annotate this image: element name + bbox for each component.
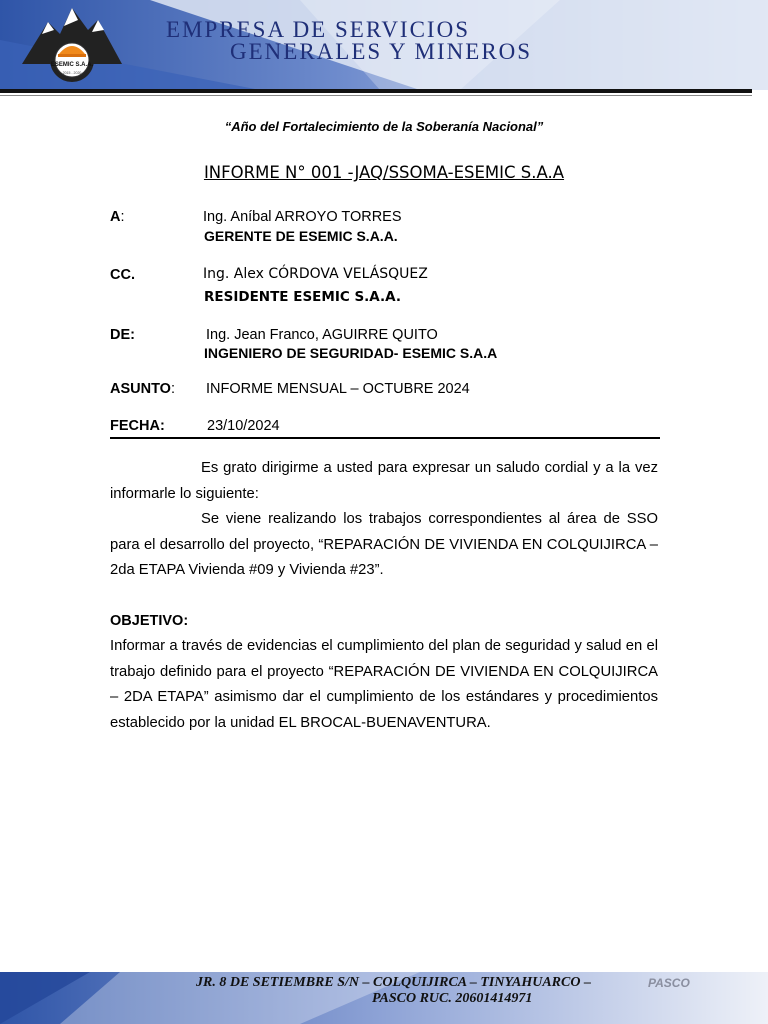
footer-ruc: PASCO RUC. 20601414971 (372, 991, 533, 1006)
from-label: DE: (110, 327, 135, 343)
objective-heading: OBJETIVO: (110, 613, 189, 629)
to-name: Ing. Aníbal ARROYO TORRES (203, 209, 402, 225)
objective-text: Informar a través de evidencias el cumplimiento del plan de seguridad y salud en el trabajo definido para el proyecto “REPARACIÓN DE VIVIENDA EN COLQUIJIRCA – 2DA ETAPA” asimismo dar el cumplimiento de los estándares y procedimientos establecido por la unidad EL BROCAL-BUENAVENTURA. (110, 638, 658, 731)
svg-text:ESEMIC S.A.A.: ESEMIC S.A.A. (50, 62, 94, 68)
company-logo (18, 4, 126, 88)
footer-address: JR. 8 DE SETIEMBRE S/N – COLQUIJIRCA – TINYAHUARCO – (196, 975, 591, 990)
company-name-line1: EMPRESA DE SERVICIOS (166, 17, 470, 42)
to-role: GERENTE DE ESEMIC S.A.A. (204, 228, 398, 244)
date-value: 23/10/2024 (207, 418, 280, 434)
svg-text:2015 - 2020: 2015 - 2020 (62, 71, 82, 75)
date-label: FECHA: (110, 418, 165, 434)
from-role: INGENIERO DE SEGURIDAD- ESEMIC S.A.A (204, 345, 498, 361)
company-name-line2: GENERALES Y MINEROS (230, 39, 533, 64)
subject-label: ASUNTO: (110, 381, 175, 397)
cc-name: Ing. Alex CÓRDOVA VELÁSQUEZ (203, 266, 428, 282)
header-divider (0, 89, 752, 93)
report-title: INFORME N° 001 -JAQ/SSOMA-ESEMIC S.A.A (203, 163, 565, 182)
header-divider-thin (0, 95, 752, 96)
cc-role: RESIDENTE ESEMIC S.A.A. (204, 289, 401, 305)
from-name: Ing. Jean Franco, AGUIRRE QUITO (206, 327, 438, 343)
year-motto: “Año del Fortalecimiento de la Soberanía Nacional” (224, 119, 544, 134)
letterhead-header (0, 0, 768, 100)
fields-divider (110, 437, 660, 439)
footer-address-faded: PASCO (648, 976, 690, 990)
subject-value: INFORME MENSUAL – OCTUBRE 2024 (206, 381, 470, 397)
to-label: A: (110, 209, 125, 225)
body-paragraph-greeting: Es grato dirigirme a usted para expresar un saludo cordial y a la vez informarle lo siguiente: (110, 460, 658, 502)
cc-label: CC. (110, 267, 135, 283)
body-paragraph-project: Se viene realizando los trabajos correspondientes al área de SSO para el desarrollo del proyecto, “REPARACIÓN DE VIVIENDA EN COLQUIJIRCA – 2da ETAPA Vivienda #09 y Vivienda #23”. (110, 511, 658, 578)
